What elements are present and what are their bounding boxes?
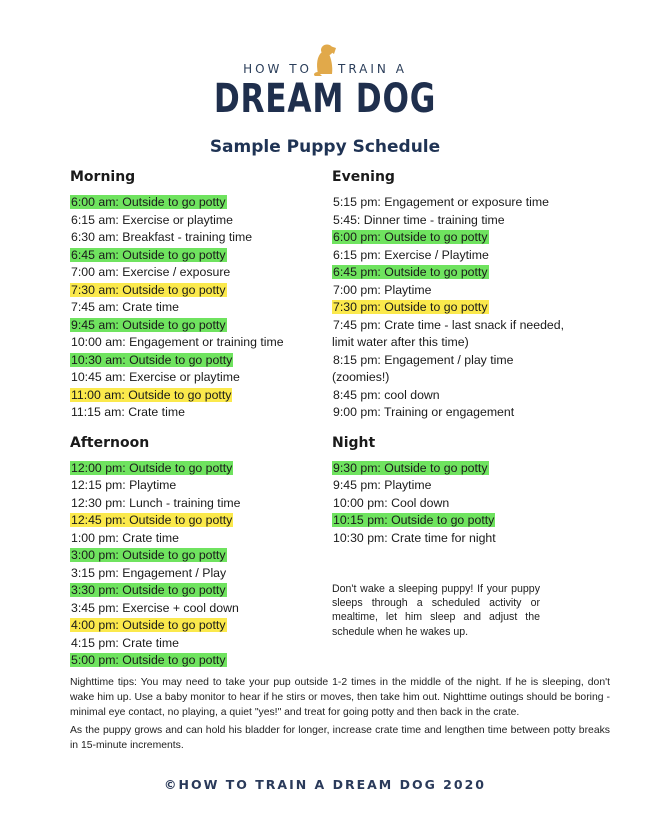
- schedule-entry: [70, 282, 330, 300]
- schedule-entry: [332, 264, 572, 282]
- morning-list: [70, 194, 330, 422]
- schedule-entry-text: 4:00 pm: Outside to go potty: [71, 618, 226, 632]
- schedule-entry: [70, 247, 330, 265]
- afternoon-list: [70, 460, 330, 670]
- schedule-entry: [332, 387, 572, 405]
- dog-sitting-icon: [312, 42, 338, 76]
- schedule-entry: [70, 600, 330, 618]
- schedule-entry-text: 6:00 pm: Outside to go potty: [333, 230, 488, 244]
- schedule-entry: [332, 477, 572, 495]
- schedule-entry-text: 8:45 pm: cool down: [333, 387, 440, 402]
- schedule-entry: [70, 194, 330, 212]
- schedule-entry: [332, 212, 572, 230]
- schedule-entry: [332, 299, 572, 317]
- schedule-entry-text: 7:30 am: Outside to go potty: [71, 282, 226, 297]
- schedule-entry: [70, 229, 330, 247]
- tip-paragraph: Nighttime tips: You may need to take your pup outside 1-2 times in the middle of the night. If he is sleeping, don't wake him up. Use a baby monitor to hear if he stirs or moves, then take him out. Nighttime outings should be boring - minimal eye contact, no playing, a quiet "yes!" and treat for going potty and then back in the crate.: [70, 677, 610, 718]
- schedule-entry: [70, 460, 330, 478]
- night-heading: Night: [332, 434, 376, 451]
- schedule-entry-text: 10:15 pm: Outside to go potty: [333, 513, 495, 527]
- schedule-entry-text: 1:00 pm: Crate time: [71, 530, 179, 545]
- schedule-entry-text: 5:15 pm: Engagement or exposure time: [333, 195, 550, 209]
- schedule-entry: [70, 404, 330, 422]
- schedule-entry: [332, 530, 572, 548]
- schedule-entry-text: 6:45 am: Outside to go potty: [71, 247, 226, 262]
- schedule-entry-text: 12:00 pm: Outside to go potty: [71, 460, 233, 475]
- schedule-entry: [332, 352, 572, 387]
- schedule-entry: [332, 495, 572, 513]
- page-title: Sample Puppy Schedule: [209, 137, 441, 157]
- schedule-entry-text: 8:15 pm: Engagement / play time (zoomies!): [332, 352, 514, 384]
- schedule-entry: [70, 334, 330, 352]
- schedule-entry: [332, 194, 572, 212]
- schedule-entry-text: 10:00 pm: Cool down: [333, 495, 450, 510]
- schedule-entry: [70, 530, 330, 548]
- schedule-entry-text: 9:45 pm: Playtime: [333, 478, 432, 492]
- evening-heading: Evening: [332, 169, 395, 185]
- schedule-entry: [70, 387, 330, 405]
- schedule-entry: [332, 460, 572, 478]
- schedule-entry-text: 11:15 am: Crate time: [71, 405, 185, 419]
- schedule-entry: [70, 512, 330, 530]
- schedule-entry-text: 9:00 pm: Training or engagement: [333, 405, 515, 419]
- schedule-entry-text: 7:45 am: Crate time: [71, 300, 179, 314]
- schedule-entry-text: 6:00 am: Outside to go potty: [71, 195, 226, 209]
- schedule-entry: [70, 477, 330, 495]
- night-list: [332, 460, 572, 548]
- footer-copyright: ©HOW TO TRAIN A DREAM DOG 2020: [164, 777, 486, 792]
- schedule-entry: [332, 229, 572, 247]
- schedule-entry-text: 3:45 pm: Exercise + cool down: [71, 600, 239, 615]
- schedule-entry-text: 6:45 pm: Outside to go potty: [333, 265, 488, 279]
- schedule-entry-text: 11:00 am: Outside to go potty: [71, 387, 232, 402]
- schedule-entry: [332, 317, 572, 352]
- schedule-entry: [70, 635, 330, 653]
- morning-heading: Morning: [70, 169, 136, 185]
- schedule-entry: [70, 299, 330, 317]
- schedule-entry-text: 10:45 am: Exercise or playtime: [71, 370, 240, 384]
- schedule-entry-text: 3:00 pm: Outside to go potty: [71, 548, 226, 562]
- schedule-entry-text: 5:00 pm: Outside to go potty: [71, 653, 226, 667]
- schedule-entry: [70, 264, 330, 282]
- afternoon-heading: Afternoon: [70, 434, 150, 451]
- schedule-entry: [70, 495, 330, 513]
- tip-paragraph: As the puppy grows and can hold his bladder for longer, increase crate time and lengthen time between potty breaks in 15-minute increments.: [70, 725, 610, 752]
- schedule-entry-text: 3:30 pm: Outside to go potty: [71, 583, 226, 597]
- schedule-entry-text: 12:30 pm: Lunch - training time: [71, 495, 241, 510]
- schedule-entry-text: 12:45 pm: Outside to go potty: [71, 513, 233, 527]
- schedule-entry-text: 3:15 pm: Engagement / Play: [71, 565, 227, 580]
- nighttime-tips: [70, 676, 610, 758]
- schedule-entry-text: 4:15 pm: Crate time: [71, 635, 179, 650]
- schedule-entry-text: 6:15 am: Exercise or playtime: [71, 212, 233, 227]
- sleep-note: Don't wake a sleeping puppy! If your puppy sleeps through a scheduled activity or mealtime, let him sleep and adjust the schedule when he wakes up.: [332, 583, 540, 638]
- schedule-entry: [332, 247, 572, 265]
- evening-list: [332, 194, 572, 422]
- schedule-entry: [70, 369, 330, 387]
- schedule-entry: [70, 652, 330, 670]
- schedule-entry-text: 9:30 pm: Outside to go potty: [333, 460, 488, 475]
- schedule-entry-text: 9:45 am: Outside to go potty: [71, 317, 226, 332]
- schedule-entry: [70, 617, 330, 635]
- schedule-entry: [70, 547, 330, 565]
- schedule-entry: [332, 282, 572, 300]
- schedule-entry-text: 10:30 pm: Crate time for night: [333, 530, 496, 545]
- schedule-entry-text: 6:30 am: Breakfast - training time: [71, 230, 253, 244]
- schedule-entry-text: 7:30 pm: Outside to go potty: [333, 300, 488, 314]
- schedule-entry-text: 7:45 pm: Crate time - last snack if needed, limit water after this time): [332, 317, 565, 349]
- logo-wordmark: DREAM DOG: [213, 76, 437, 122]
- schedule-entry-text: 10:30 am: Outside to go potty: [71, 352, 233, 367]
- schedule-entry: [70, 317, 330, 335]
- right-column: [332, 166, 572, 547]
- schedule-entry: [70, 565, 330, 583]
- schedule-entry-text: 7:00 pm: Playtime: [333, 282, 432, 297]
- schedule-entry-text: 6:15 pm: Exercise / Playtime: [333, 247, 489, 262]
- schedule-entry: [332, 512, 572, 530]
- logo: [0, 38, 650, 130]
- left-column: [70, 166, 330, 670]
- logo-top-left: HOW TO: [243, 62, 312, 76]
- schedule-entry: [70, 582, 330, 600]
- schedule-entry-text: 10:00 am: Engagement or training time: [71, 335, 284, 349]
- schedule-entry-text: 7:00 am: Exercise / exposure: [71, 265, 231, 279]
- schedule-entry-text: 5:45: Dinner time - training time: [333, 212, 505, 227]
- schedule-entry-text: 12:15 pm: Playtime: [71, 478, 177, 492]
- logo-top-right: TRAIN A: [338, 62, 407, 76]
- schedule-entry: [332, 404, 572, 422]
- schedule-entry: [70, 212, 330, 230]
- schedule-entry: [70, 352, 330, 370]
